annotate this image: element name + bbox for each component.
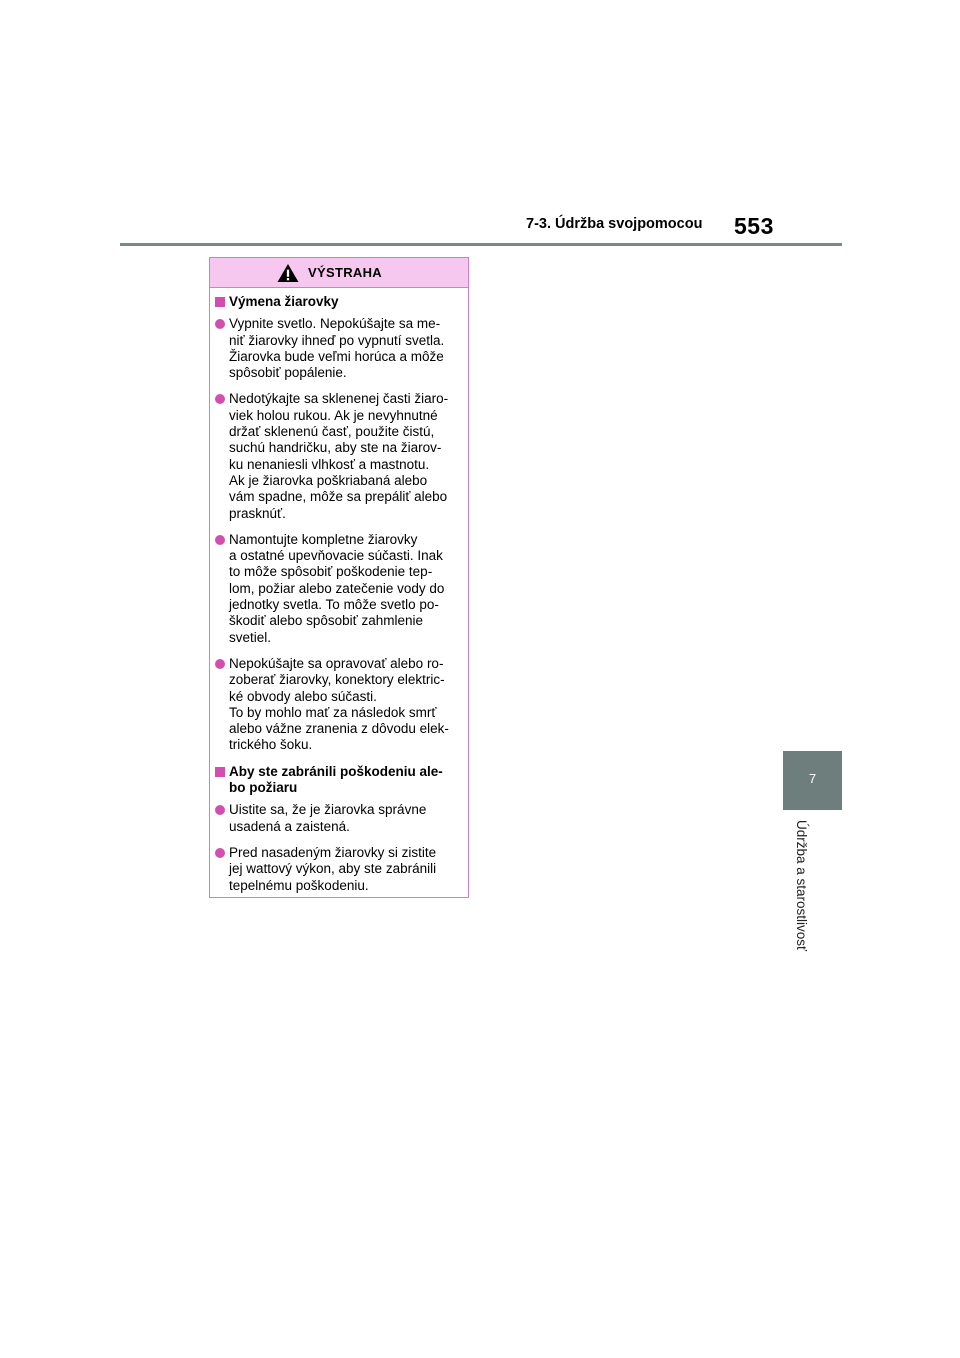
list-item-text: Nepokúšajte sa opravovať alebo ro- zoberať žiarovky, konektory elektric- ké obvody alebo súčasti. To by mohlo mať za následok smrť alebo vážne zranenia z dôvodu elek- trického šoku. bbox=[229, 655, 449, 753]
list-item bbox=[215, 802, 464, 835]
section-heading bbox=[215, 294, 464, 310]
chapter-number: 7 bbox=[808, 771, 817, 786]
warning-header bbox=[210, 258, 468, 288]
square-bullet-icon bbox=[215, 297, 225, 307]
list-item-text: Vypnite svetlo. Nepokúšajte sa me- niť žiarovky ihneď po vypnutí svetla. Žiarovka bude veľmi horúca a môže spôsobiť popálenie. bbox=[229, 316, 445, 381]
warning-triangle-icon bbox=[276, 263, 300, 283]
list-item bbox=[215, 845, 464, 894]
circle-bullet-icon bbox=[215, 394, 225, 404]
list-item bbox=[215, 316, 464, 381]
list-item-text: Uistite sa, že je žiarovka správne usadená a zaistená. bbox=[229, 802, 427, 834]
warning-box bbox=[209, 257, 469, 898]
circle-bullet-icon bbox=[215, 805, 225, 815]
circle-bullet-icon bbox=[215, 659, 225, 669]
page-number: 553 bbox=[734, 213, 774, 239]
section-heading-text: Aby ste zabránili poškodeniu ale- bo požiaru bbox=[229, 763, 443, 796]
list-item-text: Pred nasadeným žiarovky si zistite jej wattový výkon, aby ste zabránili tepelnému poškodeniu. bbox=[229, 844, 437, 893]
warning-body bbox=[210, 288, 468, 894]
chapter-title: Údržba a starostlivosť bbox=[794, 820, 809, 952]
list-item bbox=[215, 532, 464, 646]
list-item-text: Nedotýkajte sa sklenenej časti žiaro- viek holou rukou. Ak je nevyhnutné držať sklenenú časť, použite čistú, suchú handričku, aby ste na žiarov- ku nenaniesli vlhkosť a mastnotu. Ak je žiarovka poškriabaná alebo vám spadne, môže sa prepáliť alebo prasknúť. bbox=[229, 391, 449, 521]
header-divider bbox=[120, 243, 842, 246]
circle-bullet-icon bbox=[215, 848, 225, 858]
square-bullet-icon bbox=[215, 767, 225, 777]
list-item bbox=[215, 391, 464, 521]
list-item bbox=[215, 656, 464, 754]
section-title: 7-3. Údržba svojpomocou bbox=[526, 216, 703, 232]
section-heading bbox=[215, 764, 464, 797]
circle-bullet-icon bbox=[215, 535, 225, 545]
chapter-tab bbox=[783, 751, 842, 810]
circle-bullet-icon bbox=[215, 319, 225, 329]
section-heading-text: Výmena žiarovky bbox=[229, 294, 339, 309]
list-item-text: Namontujte kompletne žiarovky a ostatné upevňovacie súčasti. Inak to môže spôsobiť poškodenie tep- lom, požiar alebo zatečenie vody do jednotky svetla. To môže svetlo po- škodiť alebo spôsobiť zahmlenie svetiel. bbox=[229, 531, 445, 645]
warning-title: VÝSTRAHA bbox=[308, 265, 382, 280]
